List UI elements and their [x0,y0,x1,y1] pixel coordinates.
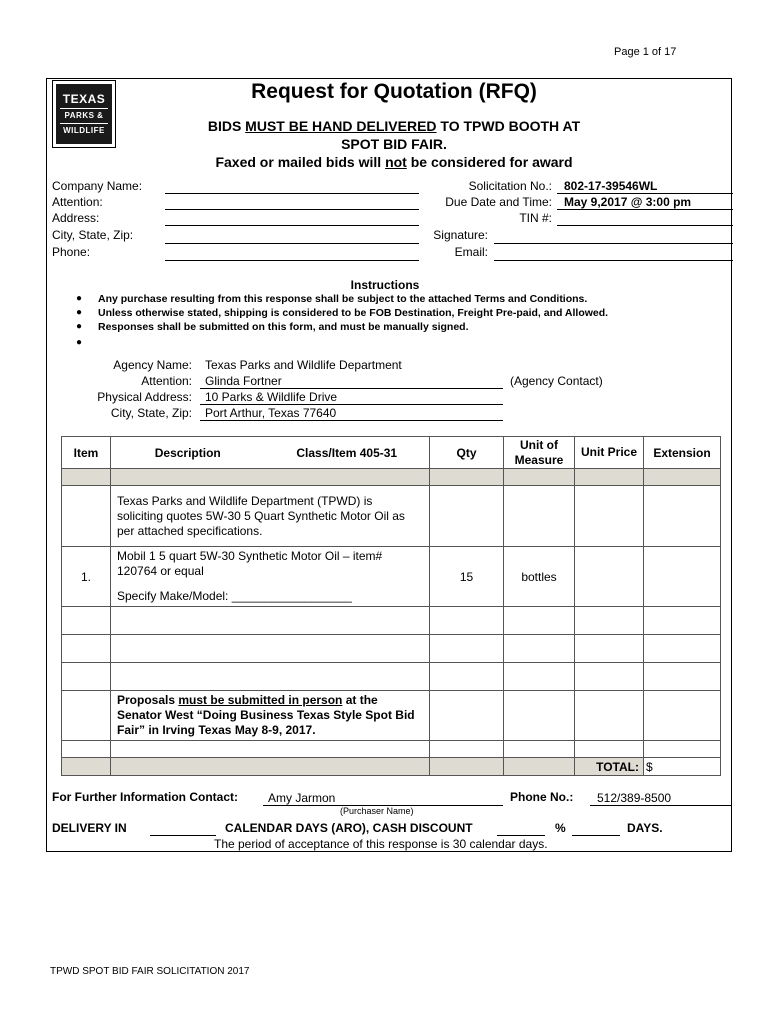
contact-label: For Further Information Contact: [52,790,238,804]
bullet-dot: ● [76,321,83,332]
header-class-item: Class/Item 405-31 [265,437,430,469]
row1-unit-price[interactable] [575,547,644,607]
phone-field[interactable] [165,260,419,261]
contact-phone: 512/389-8500 [597,791,672,805]
logo-text-wildlife: WILDLIFE [63,126,105,135]
tin-field[interactable] [557,225,733,226]
acceptance-note: The period of acceptance of this response is 30 calendar days. [214,837,548,851]
header-extension: Extension [644,437,721,469]
header-unit-price: Unit Price [575,437,644,469]
agency-city-value: Port Arthur, Texas 77640 [205,406,337,420]
table-row [62,635,721,663]
total-label: TOTAL: [575,758,644,776]
delivery-label: DELIVERY IN [52,821,127,835]
row1-item: 1. [62,547,111,607]
logo-text-texas: TEXAS [62,92,106,106]
table-row [62,486,721,547]
table-row [62,607,721,635]
page-number: Page 1 of 17 [614,46,677,58]
agency-name-label: Agency Name: [113,358,192,372]
company-name-field[interactable] [165,193,419,194]
table-row-item-1 [62,547,721,607]
instruction-item: Unless otherwise stated, shipping is considered to be FOB Destination, Freight Pre-paid, and Allowed. [98,307,609,319]
agency-name-value: Texas Parks and Wildlife Department [205,358,402,372]
due-date-value: May 9,2017 @ 3:00 pm [564,195,692,209]
subtitle-line-3: Faxed or mailed bids will not be considered for award [215,154,573,170]
total-value[interactable]: $ [644,758,721,776]
bullet-dot: ● [76,293,83,304]
purchaser-name-note: (Purchaser Name) [340,806,414,816]
logo-text-parks: PARKS & [64,111,104,120]
header-description: Description [111,437,265,469]
tin-label: TIN #: [519,211,552,225]
address-field[interactable] [165,225,419,226]
subtitle-line-2: SPOT BID FAIR. [341,136,447,152]
attention-label: Attention: [52,195,103,209]
row1-unit: bottles [504,547,575,607]
agency-contact-note: (Agency Contact) [510,374,603,388]
tpwd-logo [52,80,116,148]
agency-attention-label: Attention: [141,374,192,388]
agency-address-value: 10 Parks & Wildlife Drive [205,390,338,404]
bullet-dot: ● [76,337,83,348]
delivery-days-field[interactable] [150,835,216,836]
city-state-zip-field[interactable] [165,243,419,244]
proposal-note: Proposals must be submitted in person at the Senator West “Doing Business Texas Style Spot Bid Fair” in Irving Texas May 8-9, 2017. [117,693,415,737]
table-row [62,741,721,758]
address-label: Address: [52,211,100,225]
solicitation-no-value: 802-17-39546WL [564,179,658,193]
signature-label: Signature: [433,228,488,242]
attention-field[interactable] [165,209,419,210]
delivery-middle-text: CALENDAR DAYS (ARO), CASH DISCOUNT [225,821,473,835]
bullet-dot: ● [76,307,83,318]
instruction-item: Any purchase resulting from this response shall be subject to the attached Terms and Conditions. [98,293,588,305]
items-table [61,436,721,776]
table-row [62,691,721,741]
agency-city-label: City, State, Zip: [110,406,192,420]
page-title: Request for Quotation (RFQ) [251,80,537,103]
days-label: DAYS. [627,821,663,835]
company-name-label: Company Name: [52,179,143,193]
email-label: Email: [454,245,488,259]
header-qty: Qty [430,437,504,469]
phone-label: Phone: [52,245,91,259]
percent-sign: % [555,821,566,835]
due-date-label: Due Date and Time: [445,195,552,209]
phone-no-label: Phone No.: [510,790,574,804]
row1-make-model: Specify Make/Model: __________________ [117,589,352,603]
total-row [62,758,721,776]
subtitle-line-1: BIDS MUST BE HAND DELIVERED TO TPWD BOOTH AT [207,118,581,134]
agency-address-label: Physical Address: [97,390,192,404]
email-field[interactable] [494,260,733,261]
instructions-title: Instructions [350,278,420,292]
row1-qty: 15 [430,547,504,607]
header-item: Item [62,437,111,469]
solicitation-no-label: Solicitation No.: [468,179,552,193]
footer-text: TPWD SPOT BID FAIR SOLICITATION 2017 [50,966,250,977]
table-header-row [62,437,721,469]
row1-description: Mobil 1 5 quart 5W-30 Synthetic Motor Oil – item# 120764 or equal [117,549,383,578]
contact-name: Amy Jarmon [268,791,336,805]
instruction-item: Responses shall be submitted on this form, and must be manually signed. [98,321,469,333]
signature-field[interactable] [494,243,733,244]
discount-days-field[interactable] [572,835,620,836]
cash-discount-field[interactable] [497,835,545,836]
table-row [62,469,721,486]
city-state-zip-label: City, State, Zip: [52,228,134,242]
header-unit-measure: Unit of Measure [504,437,575,469]
intro-description: Texas Parks and Wildlife Department (TPWD) is soliciting quotes 5W-30 5 Quart Synthetic Motor Oil as per attached specifications. [117,493,405,538]
agency-attention-value: Glinda Fortner [205,374,282,388]
table-row [62,663,721,691]
row1-extension[interactable] [644,547,721,607]
